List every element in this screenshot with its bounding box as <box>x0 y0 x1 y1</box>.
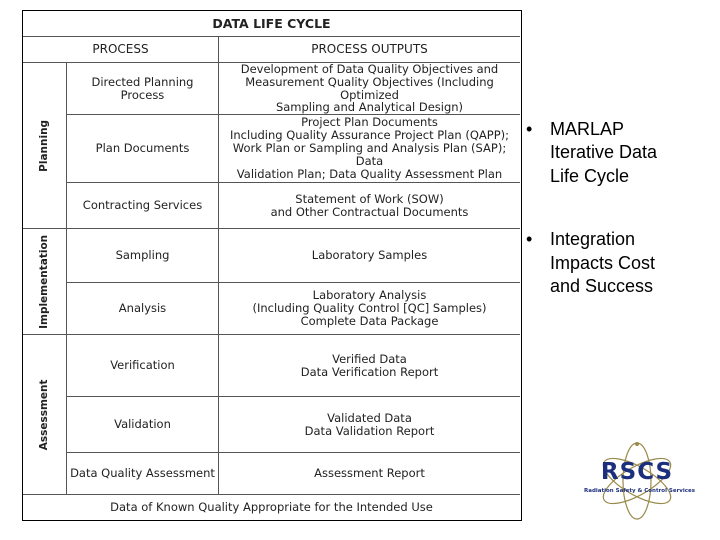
logo-text: RSCS <box>600 459 674 485</box>
process-header: PROCESS <box>23 37 219 63</box>
bullet-dot: • <box>526 229 533 250</box>
table-footer: Data of Known Quality Appropriate for the Intended Use <box>110 499 433 514</box>
bullet-text: Integration Impacts Cost and Success <box>550 229 656 296</box>
phase-label-assessment: Assessment <box>38 379 51 450</box>
table-title: DATA LIFE CYCLE <box>23 11 520 37</box>
logo-subtext: Radiation Safety & Control Services <box>584 488 696 494</box>
process-cell: Validation <box>67 397 219 453</box>
process-cell: Contracting Services <box>67 183 219 229</box>
process-cell: Verification <box>67 335 219 397</box>
output-cell: Laboratory Samples <box>219 229 520 283</box>
bullet-dot: • <box>526 119 533 139</box>
bullet-item <box>526 118 716 188</box>
phase-assessment <box>23 335 67 495</box>
outputs-header: PROCESS OUTPUTS <box>219 37 520 63</box>
output-cell: Validated Data Data Validation Report <box>219 397 520 453</box>
phase-label-implementation: Implementation <box>38 234 51 329</box>
output-cell: Development of Data Quality Objectives and Measurement Quality Objectives (Including Optimized Sampling and Analytical Design) <box>219 63 520 115</box>
process-cell: Plan Documents <box>67 115 219 183</box>
output-cell: Assessment Report <box>219 453 520 495</box>
bullet-text: MARLAP Iterative Data Life Cycle <box>550 119 658 186</box>
process-cell: Analysis <box>67 283 219 335</box>
rscs-logo <box>584 440 696 522</box>
output-cell: Verified Data Data Verification Report <box>219 335 520 397</box>
process-cell: Directed Planning Process <box>67 63 219 115</box>
phase-label-planning: Planning <box>38 119 51 172</box>
output-cell: Statement of Work (SOW) and Other Contractual Documents <box>219 183 520 229</box>
phase-implementation <box>23 229 67 335</box>
data-life-cycle-table <box>22 10 522 521</box>
process-cell: Sampling <box>67 229 219 283</box>
output-cell: Laboratory Analysis (Including Quality Control [QC] Samples) Complete Data Package <box>219 283 520 335</box>
phase-planning <box>23 63 67 229</box>
bullet-list <box>526 118 716 338</box>
process-cell: Data Quality Assessment <box>67 453 219 495</box>
bullet-item <box>526 228 716 298</box>
output-cell: Project Plan Documents Including Quality Assurance Project Plan (QAPP); Work Plan or Sampling and Analysis Plan (SAP); Data Validation Plan; Data Quality Assessment Plan <box>219 115 520 183</box>
